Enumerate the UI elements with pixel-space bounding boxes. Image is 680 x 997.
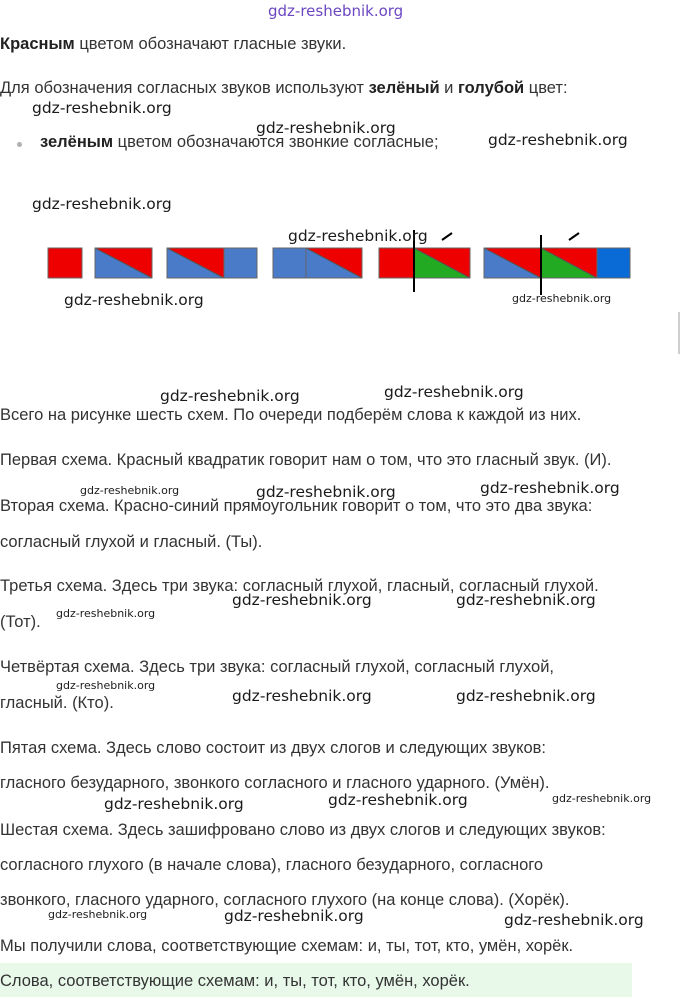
watermark: gdz-reshebnik.org bbox=[232, 687, 372, 705]
answer-text: Слова, соответствующие схемам: и, ты, тот, кто, умён, хорёк. bbox=[0, 972, 470, 990]
scheme-6 bbox=[484, 233, 630, 295]
vowel-square bbox=[379, 248, 414, 278]
paragraph-sixth-scheme-line1: Шестая схема. Здесь зашифровано слово из двух слогов и следующих звуков: bbox=[0, 821, 606, 839]
watermark: gdz-reshebnik.org bbox=[80, 484, 180, 497]
watermark: gdz-reshebnik.org bbox=[160, 387, 300, 405]
watermark: gdz-reshebnik.org bbox=[64, 291, 204, 309]
watermark-top: gdz-reshebnik.org bbox=[268, 2, 404, 20]
scheme-1 bbox=[48, 248, 82, 278]
watermark: gdz-reshebnik.org bbox=[232, 591, 372, 609]
watermark: gdz-reshebnik.org bbox=[32, 99, 172, 117]
paragraph-six-schemes: Всего на рисунке шесть схем. По очереди подберём слова к каждой из них. bbox=[0, 406, 582, 424]
watermark: gdz-reshebnik.org bbox=[288, 227, 428, 245]
paragraph-third-scheme-line1: Третья схема. Здесь три звука: согласный глухой, гласный, согласный глухой. bbox=[0, 577, 599, 595]
red-bold-word: Красным bbox=[0, 35, 75, 53]
watermark: gdz-reshebnik.org bbox=[256, 119, 396, 137]
watermark: gdz-reshebnik.org bbox=[32, 195, 172, 213]
intro-red-line bbox=[0, 35, 346, 54]
stress-mark bbox=[569, 233, 579, 240]
watermark: gdz-reshebnik.org bbox=[56, 679, 156, 692]
watermark: gdz-reshebnik.org bbox=[456, 687, 596, 705]
watermark: gdz-reshebnik.org bbox=[56, 607, 156, 620]
watermark: gdz-reshebnik.org bbox=[552, 792, 652, 805]
watermark: gdz-reshebnik.org bbox=[512, 292, 612, 305]
paragraph-fourth-scheme-line2: гласный. (Кто). bbox=[0, 694, 114, 712]
paragraph-first-scheme: Первая схема. Красный квадратик говорит нам о том, что это гласный звук. (И). bbox=[0, 451, 612, 469]
watermark: gdz-reshebnik.org bbox=[328, 791, 468, 809]
bullet-dot bbox=[17, 142, 22, 147]
consonant-square bbox=[224, 248, 257, 278]
watermark: gdz-reshebnik.org bbox=[104, 795, 244, 813]
paragraph-sixth-scheme-line3: звонкого, гласного ударного, согласного глухого (на конце слова). (Хорёк). bbox=[0, 891, 570, 909]
paragraph-fifth-scheme-line2: гласного безударного, звонкого согласного и гласного ударного. (Умён). bbox=[0, 774, 550, 792]
cons-prefix: Для обозначения согласных звуков используют bbox=[0, 79, 369, 97]
watermark: gdz-reshebnik.org bbox=[480, 479, 620, 497]
paragraph-second-scheme-line2: согласный глухой и гласный. (Ты). bbox=[0, 533, 263, 551]
paragraph-third-scheme-line2: (Тот). bbox=[0, 613, 41, 631]
paragraph-result: Мы получили слова, соответствующие схемам: и, ты, тот, кто, умён, хорёк. bbox=[0, 937, 574, 955]
green-bold-word: зелёный bbox=[368, 79, 440, 97]
paragraph-sixth-scheme-line2: согласного глухого (в начале слова), гласного безударного, согласного bbox=[0, 856, 544, 874]
consonant-square bbox=[597, 248, 630, 278]
paragraph-fifth-scheme-line1: Пятая схема. Здесь слово состоит из двух слогов и следующих звуков: bbox=[0, 739, 547, 757]
red-line-rest: цветом обозначают гласные звуки. bbox=[74, 35, 347, 53]
scheme-3 bbox=[167, 248, 257, 278]
vowel-square bbox=[48, 248, 82, 278]
intro-consonant-line bbox=[0, 79, 568, 98]
cons-suffix: цвет: bbox=[524, 79, 568, 97]
watermark: gdz-reshebnik.org bbox=[456, 591, 596, 609]
scheme-4 bbox=[273, 248, 362, 278]
scheme-2 bbox=[95, 248, 152, 278]
paragraph-fourth-scheme-line1: Четвёртая схема. Здесь три звука: согласный глухой, согласный глухой, bbox=[0, 658, 554, 676]
stress-mark bbox=[442, 233, 452, 240]
consonant-square bbox=[273, 248, 306, 278]
watermark: gdz-reshebnik.org bbox=[504, 911, 644, 929]
watermark: gdz-reshebnik.org bbox=[224, 907, 364, 925]
watermark: gdz-reshebnik.org bbox=[48, 908, 148, 921]
bullet-bold-word: зелёным bbox=[40, 133, 114, 151]
and-word: и bbox=[439, 79, 458, 97]
blue-bold-word: голубой bbox=[457, 79, 525, 97]
watermark: gdz-reshebnik.org bbox=[488, 131, 628, 149]
paragraph-second-scheme-line1: Вторая схема. Красно-синий прямоугольник говорит о том, что это два звука: bbox=[0, 497, 593, 515]
watermark: gdz-reshebnik.org bbox=[384, 383, 524, 401]
watermark: gdz-reshebnik.org bbox=[256, 483, 396, 501]
bullet-rest: цветом обозначаются звонкие согласные; bbox=[113, 133, 439, 151]
